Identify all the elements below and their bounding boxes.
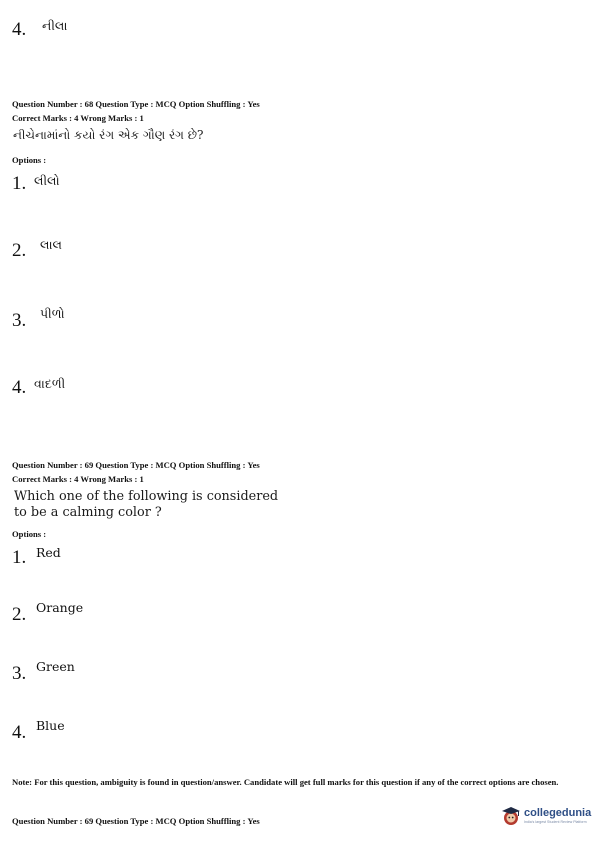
option-4-text[interactable]: વાદળી (34, 376, 66, 391)
option-3-number: 3. (12, 663, 27, 684)
option-3-text[interactable]: પીળો (40, 306, 65, 321)
option-2-number: 2. (12, 240, 27, 261)
question-text-69-line2: to be a calming color ? (14, 505, 162, 520)
collegedunia-logo (500, 805, 591, 827)
option-4-number: 4. (12, 377, 27, 398)
ambiguity-note: Note: For this question, ambiguity is found in question/answer. Candidate will get full marks for this question if any of the correct options are chosen. (12, 777, 559, 787)
question-meta-next: Question Number : 69 Question Type : MCQ Option Shuffling : Yes (12, 816, 260, 826)
prev-option-4 (12, 20, 26, 40)
option-2-number: 2. (12, 604, 27, 625)
option-1-number: 1. (12, 173, 27, 194)
question-marks-68: Correct Marks : 4 Wrong Marks : 1 (12, 113, 144, 123)
option-3-text[interactable]: Green (36, 659, 75, 674)
option-number: 4. (12, 19, 27, 40)
option-2-text[interactable]: લાલ (40, 237, 62, 252)
graduate-mascot-icon (500, 805, 522, 827)
option-2-text[interactable]: Orange (36, 600, 84, 615)
options-label-68: Options : (12, 155, 47, 165)
option-text: નીલા (42, 18, 68, 33)
option-1-text[interactable]: લીલો (34, 173, 60, 188)
question-meta-68: Question Number : 68 Question Type : MCQ Option Shuffling : Yes (12, 99, 260, 109)
option-3-number: 3. (12, 310, 27, 331)
question-text-68: નીચેનામાંનો કયો રંગ એક ગૌણ રંગ છે? (13, 128, 204, 142)
options-label-69: Options : (12, 529, 47, 539)
question-meta-69: Question Number : 69 Question Type : MCQ Option Shuffling : Yes (12, 460, 260, 470)
option-4-text[interactable]: Blue (36, 718, 65, 733)
option-1-text[interactable]: Red (36, 545, 61, 560)
logo-tagline: India's largest Student Review Platform (524, 819, 587, 824)
option-1-number: 1. (12, 547, 27, 568)
logo-wordmark: collegedunia (524, 806, 592, 819)
question-marks-69: Correct Marks : 4 Wrong Marks : 1 (12, 474, 144, 484)
option-4-number: 4. (12, 722, 27, 743)
question-text-69-line1: Which one of the following is considered (14, 489, 279, 504)
